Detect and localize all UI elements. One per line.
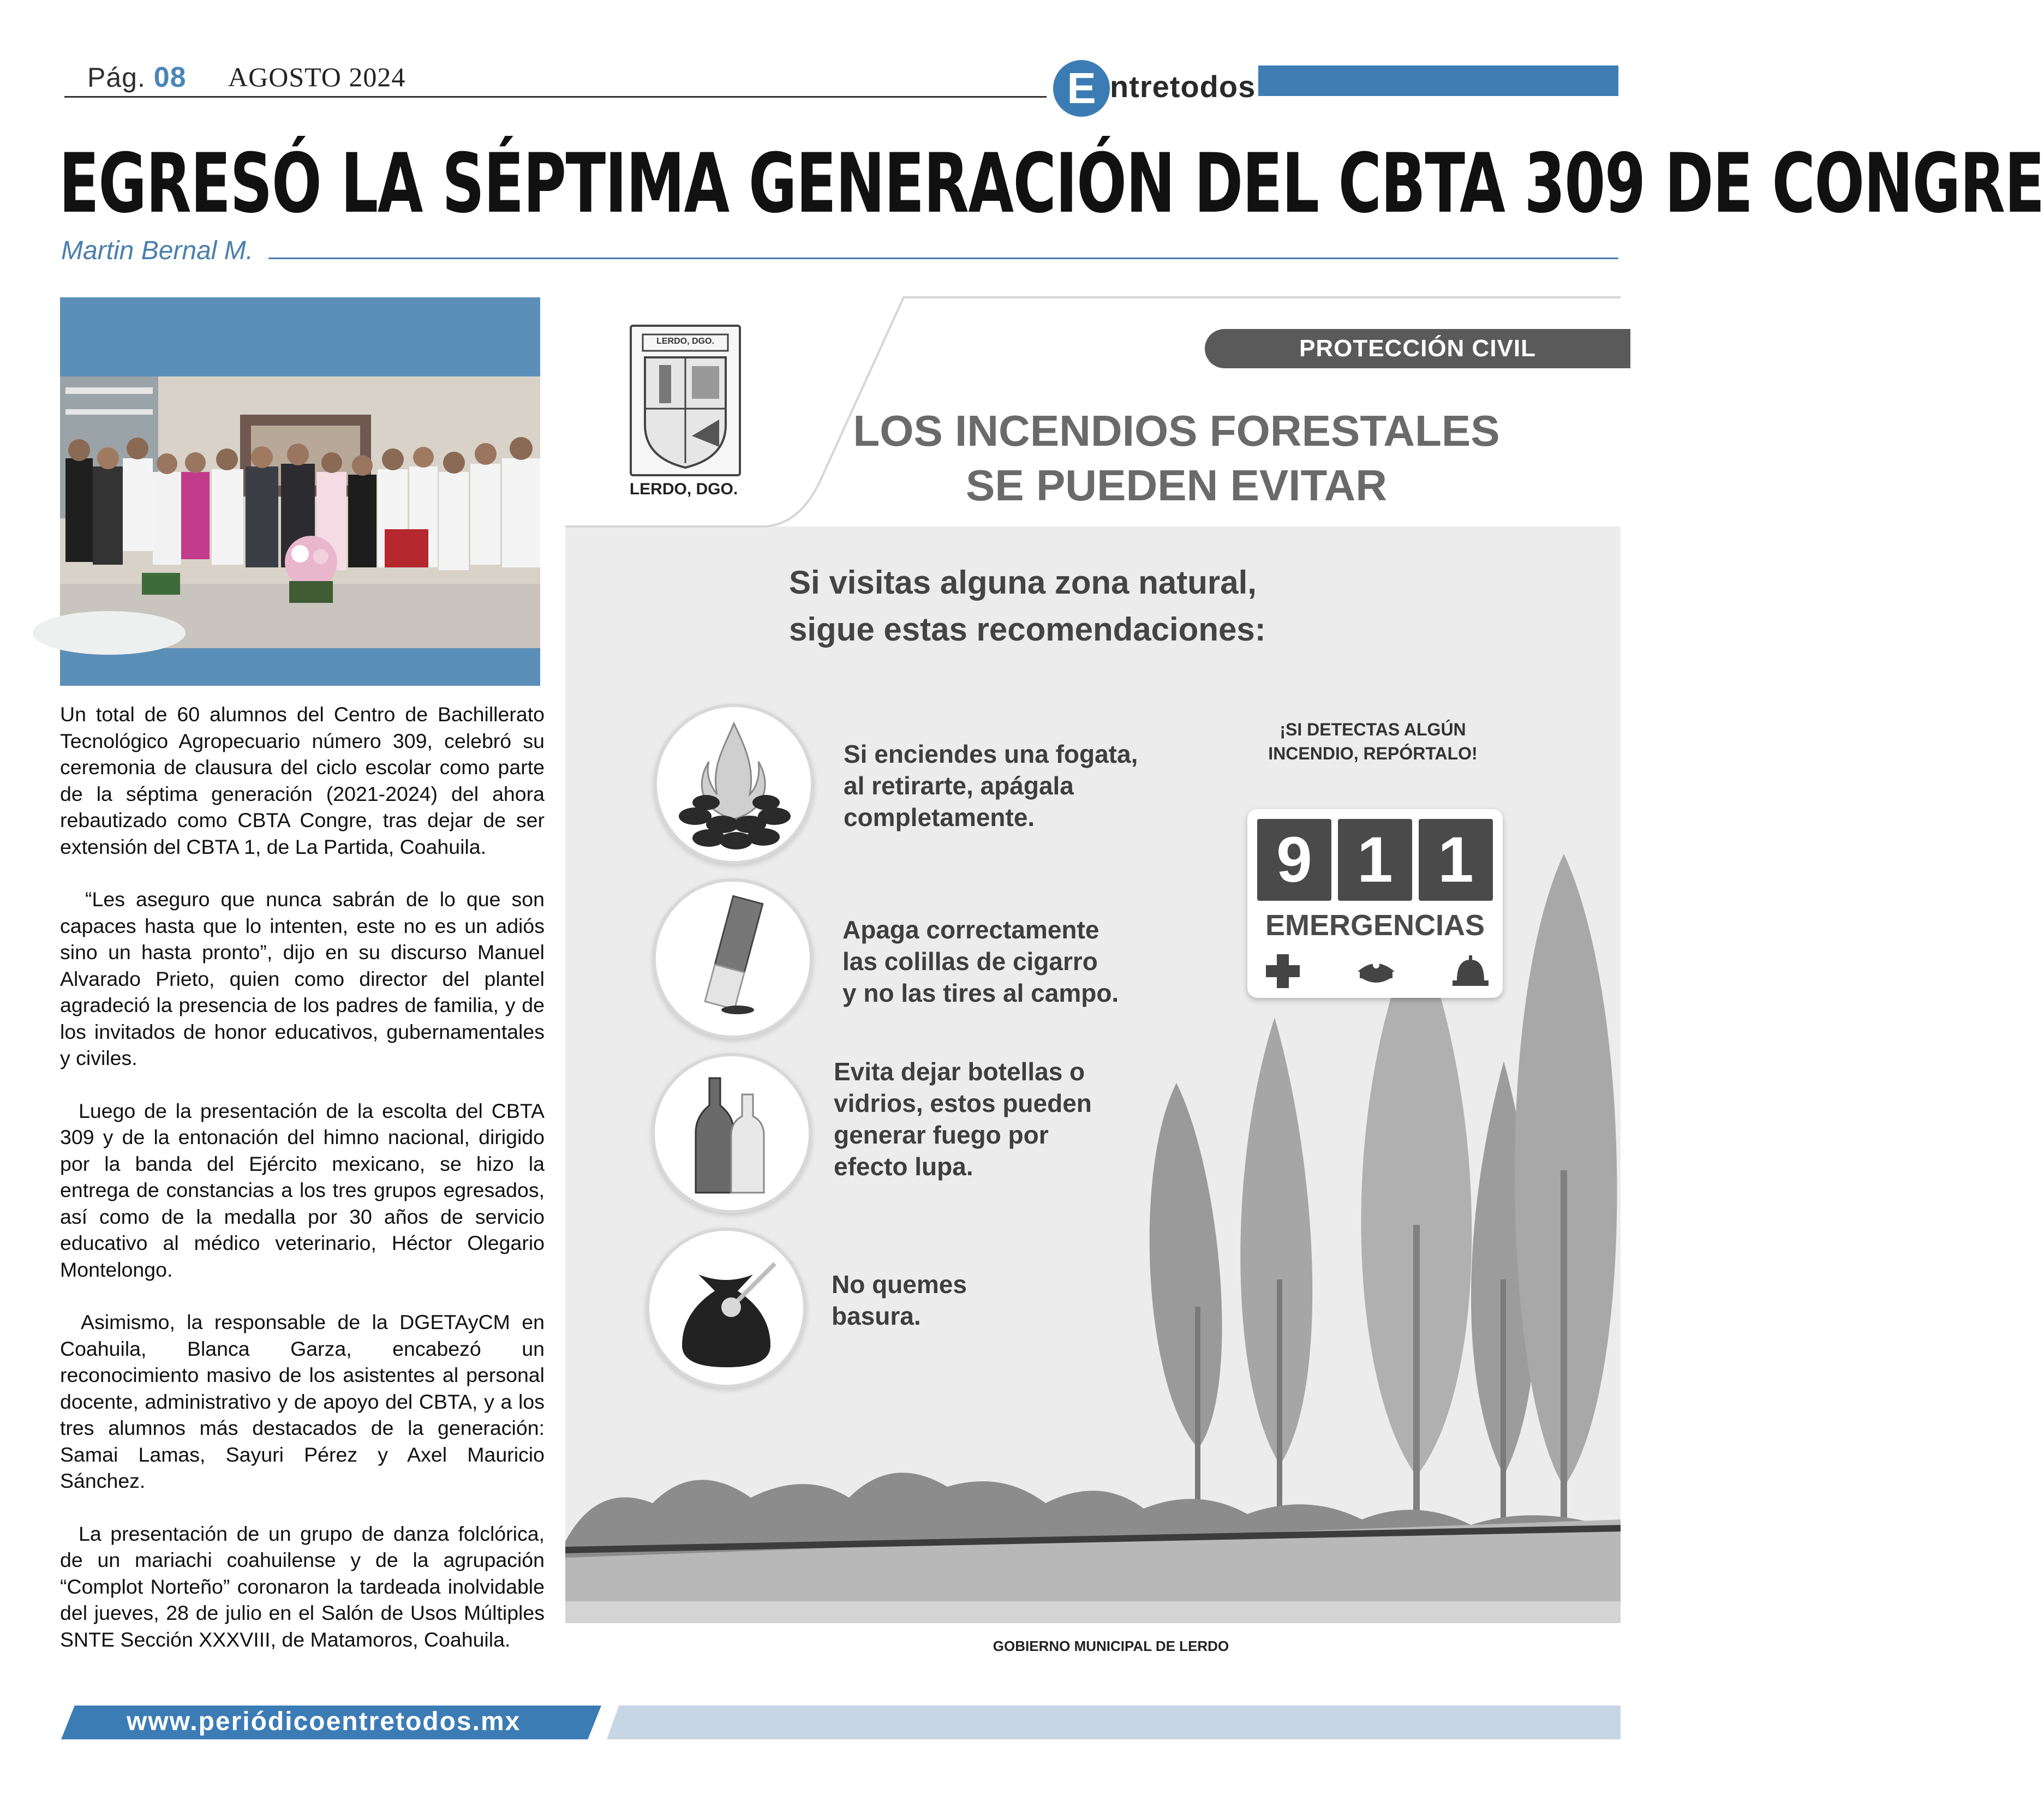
issue-date: AGOSTO 2024 — [228, 62, 406, 92]
recommendation-line: vidrios, estos pueden — [834, 1089, 1092, 1117]
recommendation-trash — [832, 1269, 967, 1332]
crest-caption: LERDO, DGO. — [629, 480, 738, 498]
emergency-911-panel — [1247, 809, 1503, 998]
emergency-label: EMERGENCIAS — [1265, 909, 1485, 942]
page-number-label — [87, 61, 187, 94]
emergency-digit: 1 — [1419, 819, 1493, 901]
article-paragraph: “Les aseguro que nunca sabrán de lo que son capaces hasta que lo intenten, este no es un adiós sino un hasta pronto”, dijo en su discurso Manuel Alvarado Prieto, quien como director del plantel agradeció la presencia de los padres de familia, y de los invitados de honor educativos, gubernamentales y civiles. — [60, 888, 545, 1069]
brand-logo-icon: E — [1053, 60, 1110, 117]
subtitle-line: sigue estas recomendaciones: — [789, 611, 1266, 648]
recommendation-line: y no las tires al campo. — [842, 979, 1119, 1007]
recommendation-line: Apaga correctamente — [842, 916, 1099, 944]
police-cap-icon — [1354, 955, 1398, 988]
graduation-group-photo — [60, 376, 540, 648]
trash-bag-icon — [646, 1228, 806, 1388]
infographic-subtitle — [789, 559, 1498, 653]
report-fire-line: ¡SI DETECTAS ALGÚN — [1280, 720, 1466, 739]
recommendation-line: generar fuego por — [834, 1121, 1049, 1149]
brand-logo-text: ntretodos — [1110, 69, 1256, 104]
page-label: Pág. — [87, 62, 146, 93]
article-paragraph: La presentación de un grupo de danza folclórica, de un mariachi coahuilense y de la agrupación “Complot Norteño” coronaron la tardeada inolvidable del jueves, 28 de julio en el Salón de Usos Múltiples SNTE Sección XXXVIII, de Matamoros, Coahuila. — [60, 1522, 545, 1651]
footer-accent-bar — [607, 1706, 1621, 1739]
report-fire-line: INCENDIO, REPÓRTALO! — [1268, 744, 1478, 763]
recommendation-line: completamente. — [844, 803, 1035, 831]
emergency-digit: 9 — [1257, 819, 1331, 901]
article-paragraph: Asimismo, la responsable de la DGETAyCM en Coahuila, Blanca Garza, encabezó un reconocimiento masivo de los asistentes al personal docente, administrativo y de apoyo del CBTA, y a los tres alumnos más destacados de la generación: Samai Lamas, Sayuri Pérez y Axel Mauricio Sánchez. — [60, 1311, 545, 1492]
lerdo-coat-of-arms — [630, 325, 741, 476]
recommendation-line: No quemes — [832, 1270, 967, 1299]
report-fire-notice — [1231, 717, 1515, 765]
byline-rule — [268, 258, 1618, 259]
article-author: Martin Bernal M. — [61, 236, 254, 265]
recommendation-line: Si enciendes una fogata, — [844, 740, 1138, 768]
footer-url-link[interactable]: www.periódicoentretodos.mx — [127, 1707, 521, 1736]
recommendation-line: las colillas de cigarro — [842, 947, 1098, 976]
article-body — [60, 701, 545, 1679]
campfire-icon — [654, 704, 814, 864]
recommendation-line: basura. — [832, 1302, 921, 1330]
fire-prevention-infographic — [565, 297, 1621, 1654]
subtitle-line: Si visitas alguna zona natural, — [789, 564, 1257, 601]
recommendation-line: Evita dejar botellas o — [834, 1057, 1085, 1086]
article-paragraph: Un total de 60 alumnos del Centro de Bachillerato Tecnológico Agropecuario número 309, celebró su ceremonia de clausura del ciclo escolar como parte de la séptima generación (2021-2024) del ahora rebautizado como CBTA Congre, tras dejar de ser extensión del CBTA 1, de La Partida, Coahuila. — [60, 703, 545, 858]
recommendation-cigarette — [842, 914, 1119, 1009]
infographic-title — [762, 404, 1591, 513]
recommendation-bottles — [834, 1056, 1092, 1182]
infographic-title-line: LOS INCENDIOS FORESTALES — [853, 406, 1500, 455]
red-cross-icon — [1264, 952, 1302, 990]
firefighter-helmet-icon — [1451, 952, 1490, 990]
infographic-title-line: SE PUEDEN EVITAR — [966, 461, 1387, 510]
recommendation-line: al retirarte, apágala — [844, 771, 1074, 800]
recommendation-line: efecto lupa. — [834, 1152, 973, 1181]
proteccion-civil-badge: PROTECCIÓN CIVIL — [1205, 329, 1630, 368]
recommendation-campfire — [844, 738, 1138, 833]
page-number: 08 — [153, 62, 187, 93]
crest-text: LERDO, DGO. — [656, 337, 714, 346]
article-paragraph: Luego de la presentación de la escolta del CBTA 309 y de la entonación del himno nacional, dirigido por la banda del Ejército mexicano, se hizo la entrega de constancias a los tres grupos egresados, así como de la medalla por 30 años de servicio educativo al médico veterinario, Héctor Olegario Montelongo. — [60, 1099, 545, 1281]
header-rule — [64, 96, 1047, 98]
emergency-digit: 1 — [1338, 819, 1412, 901]
bottles-icon — [652, 1053, 812, 1213]
infographic-credit: GOBIERNO MUNICIPAL DE LERDO — [993, 1638, 1229, 1654]
cigarette-icon — [653, 878, 813, 1039]
article-headline: EGRESÓ LA SÉPTIMA GENERACIÓN DEL CBTA 309 DE CONGRE — [59, 136, 2044, 231]
header-accent-bar — [1258, 65, 1618, 96]
